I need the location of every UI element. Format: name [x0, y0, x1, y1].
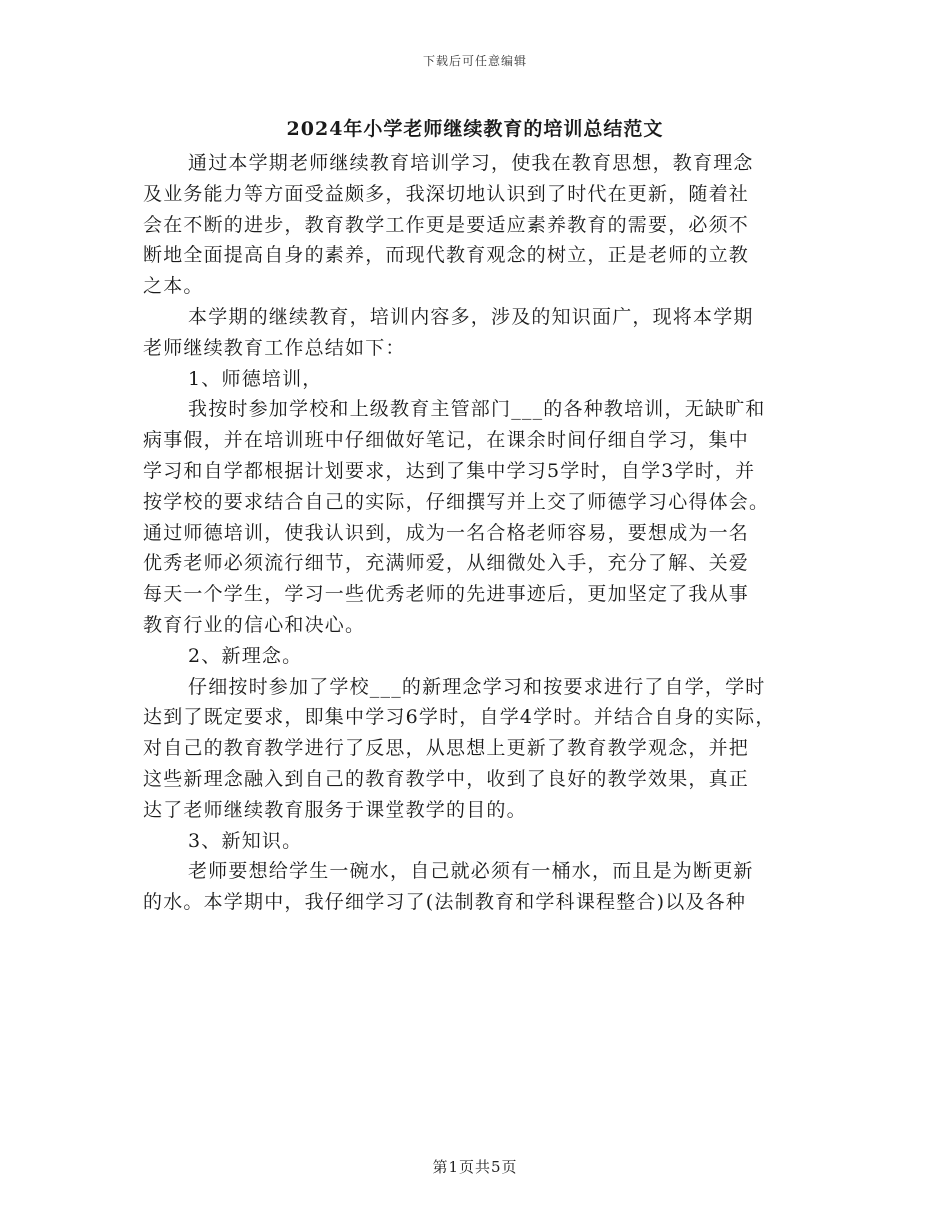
body-line: 通过师德培训，使我认识到，成为一名合格老师容易，要想成为一名	[143, 521, 750, 544]
body-line: 病事假，并在培训班中仔细做好笔记，在课余时间仔细自学习，集中	[143, 429, 750, 452]
body-line: 及业务能力等方面受益颇多，我深切地认识到了时代在更新，随着社	[143, 182, 750, 205]
body-line: 达了老师继续教育服务于课堂教学的目的。	[143, 798, 527, 821]
body-line: 仔细按时参加了学校___的新理念学习和按要求进行了自学，学时	[188, 675, 766, 698]
body-line: 老师继续教育工作总结如下：	[143, 336, 406, 359]
body-line: 1、师德培训，	[188, 367, 323, 390]
document-title: 2024年小学老师继续教育的培训总结范文	[286, 118, 664, 140]
body-line: 之本。	[143, 275, 204, 298]
body-line: 会在不断的进步，教育教学工作更是要适应素养教育的需要，必须不	[143, 213, 750, 236]
body-line: 2、新理念。	[188, 644, 303, 667]
body-line: 教育行业的信心和决心。	[143, 613, 366, 636]
body-line: 每天一个学生，学习一些优秀老师的先进事迹后，更加坚定了我从事	[143, 583, 750, 606]
body-line: 断地全面提高自身的素养，而现代教育观念的树立，正是老师的立教	[143, 244, 750, 267]
body-line: 3、新知识。	[188, 829, 303, 852]
body-line: 达到了既定要求，即集中学习6学时，自学4学时。并结合自身的实际，	[143, 706, 776, 729]
body-line: 的水。本学期中，我仔细学习了(法制教育和学科课程整合)以及各种	[143, 891, 747, 914]
body-line: 老师要想给学生一碗水，自己就必须有一桶水，而且是为断更新	[188, 860, 754, 883]
body-line: 按学校的要求结合自己的实际，仔细撰写并上交了师德学习心得体会。	[143, 490, 770, 513]
body-line: 优秀老师必须流行细节，充满师爱，从细微处入手，充分了解、关爱	[143, 552, 750, 575]
document-body	[143, 148, 823, 918]
body-line: 学习和自学都根据计划要求，达到了集中学习5学时，自学3学时，并	[143, 459, 756, 482]
page-number: 第1页共5页	[432, 1158, 518, 1176]
body-line: 本学期的继续教育，培训内容多，涉及的知识面广，现将本学期	[188, 305, 754, 328]
body-line: 对自己的教育教学进行了反思，从思想上更新了教育教学观念，并把	[143, 737, 750, 760]
page-header-note: 下载后可任意编辑	[422, 54, 527, 68]
body-line: 我按时参加学校和上级教育主管部门___的各种教培训，无缺旷和	[188, 398, 766, 421]
body-line: 通过本学期老师继续教育培训学习，使我在教育思想，教育理念	[188, 152, 754, 174]
body-line: 这些新理念融入到自己的教育教学中，收到了良好的教学效果，真正	[143, 767, 750, 790]
